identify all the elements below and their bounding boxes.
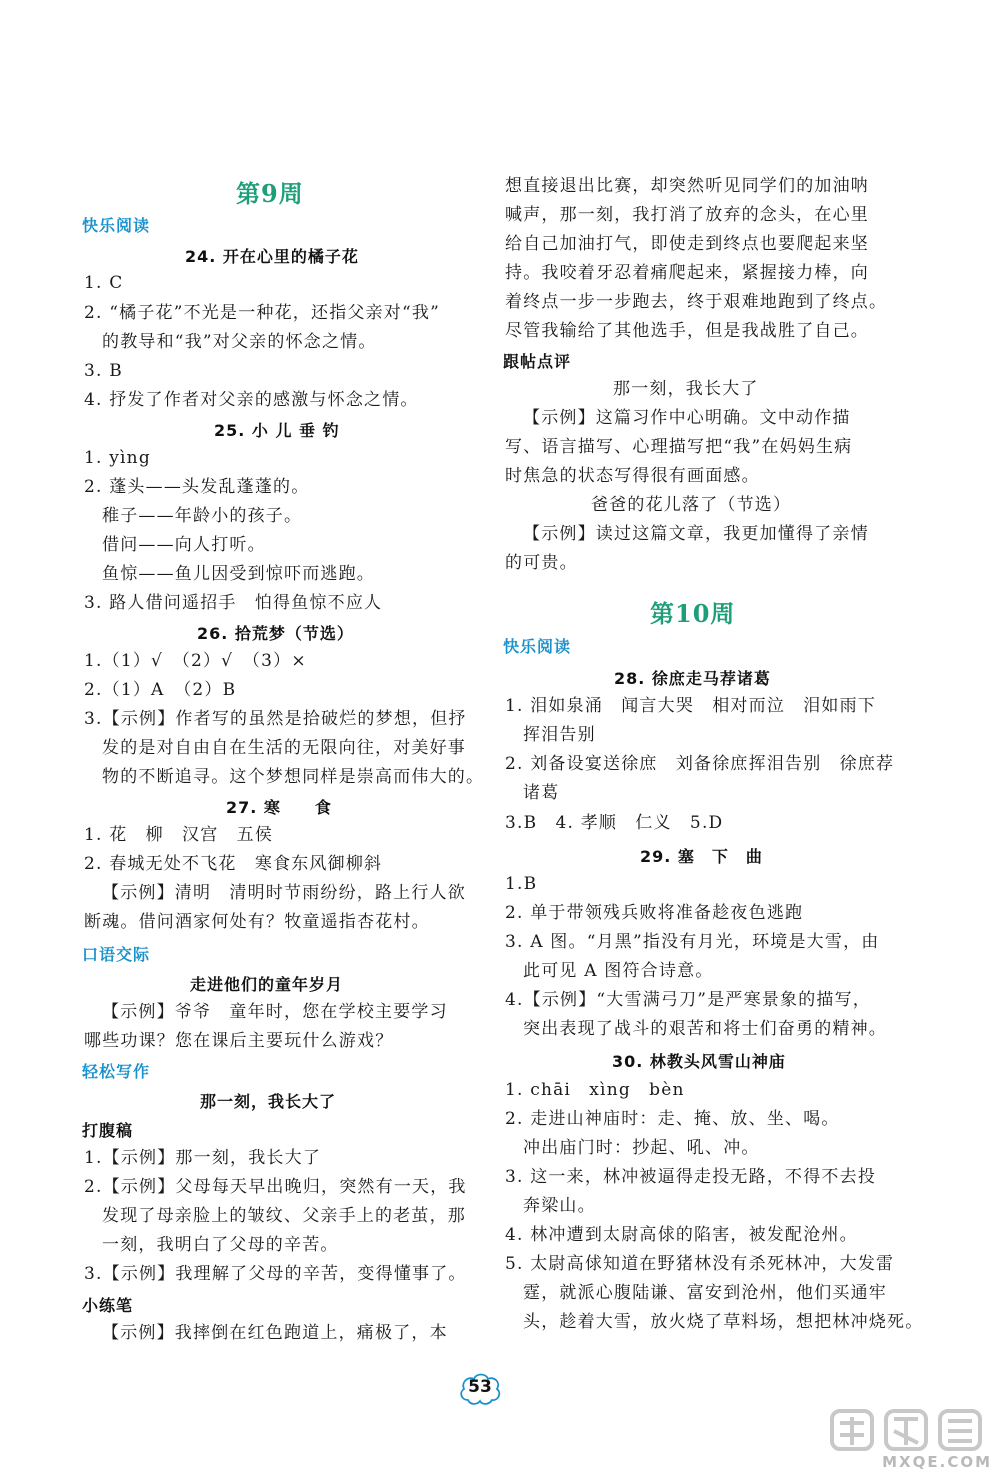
page-number-badge (458, 1370, 502, 1406)
answer-line: 3. B (84, 361, 123, 381)
answer-line: 4.【示例】“大雪满弓刀”是严寒景象的描写， (505, 990, 872, 1010)
section-oral-communication: 口语交际 (82, 945, 151, 964)
answer-line: 物的不断追寻。这个梦想同样是崇高而伟大的。 (102, 767, 485, 787)
answer-line: 【示例】读过这篇文章，我更加懂得了亲情 (523, 524, 869, 544)
answer-line: 2. 走进山神庙时：走、掩、放、坐、喝。 (505, 1109, 840, 1129)
answer-line: 挥泪告别 (523, 725, 596, 745)
answer-line: 2. 春城无处不飞花 寒食东风御柳斜 (84, 854, 383, 874)
answer-line: 借问——向人打听。 (102, 535, 266, 555)
answer-line: 2.（1）A （2）B (84, 680, 237, 700)
answer-line: 1. yìng (84, 448, 151, 468)
answer-line: 4. 林冲遭到太尉高俅的陷害，被发配沧州。 (505, 1225, 858, 1245)
answer-line: 【示例】清明 清明时节雨纷纷，路上行人欲 (102, 883, 466, 903)
answer-line: 1. C (84, 273, 124, 293)
answer-line: 5. 太尉高俅知道在野猪林没有杀死林冲，大发雷 (505, 1254, 895, 1274)
review-title: 爸爸的花儿落了（节选） (591, 495, 792, 515)
answer-line: 1.（1）√ （2）√ （3）× (84, 651, 307, 671)
section-happy-reading-2: 快乐阅读 (503, 637, 572, 656)
review-title: 那一刻，我长大了 (613, 379, 759, 399)
title-25: 25. 小 儿 垂 钓 (214, 421, 340, 440)
answer-line: 的可贵。 (505, 553, 578, 573)
subheading-review: 跟帖点评 (503, 352, 572, 371)
page-number: 53 (468, 1377, 492, 1397)
answer-line: 尽管我输给了其他选手，但是我战胜了自己。 (505, 321, 869, 341)
answer-line: 1. 泪如泉涌 闻言大哭 相对而泣 泪如雨下 (505, 696, 877, 716)
answer-line: 2. 单于带领残兵败将准备趁夜色逃跑 (505, 903, 804, 923)
answer-line: 2.【示例】父母每天早出晚归，突然有一天，我 (84, 1177, 467, 1197)
answer-line: 【示例】这篇习作中心明确。文中动作描 (523, 408, 851, 428)
answer-line: 着终点一步一步跑去，终于艰难地跑到了终点。 (505, 292, 888, 312)
answer-line: 发现了母亲脸上的皱纹、父亲手上的老茧，那 (102, 1206, 466, 1226)
answer-line: 断魂。借问酒家何处有？牧童遥指杏花村。 (84, 912, 430, 932)
answer-line: 稚子——年龄小的孩子。 (102, 506, 303, 526)
answer-line: 的教导和“我”对父亲的怀念之情。 (102, 332, 377, 352)
answer-line: 2. “橘子花”不光是一种花，还指父亲对“我” (84, 303, 440, 323)
answer-line: 2. 刘备设宴送徐庶 刘备徐庶挥泪告别 徐庶荐 (505, 754, 895, 774)
answer-line: 时焦急的状态写得很有画面感。 (505, 466, 760, 486)
answer-line: 【示例】我摔倒在红色跑道上，痛极了，本 (102, 1323, 448, 1343)
answer-line: 2. 蓬头——头发乱蓬蓬的。 (84, 477, 310, 497)
title-writing: 那一刻，我长大了 (200, 1092, 337, 1111)
section-easy-writing: 轻松写作 (82, 1062, 151, 1081)
watermark-logo-icon (824, 1405, 994, 1453)
answer-line: 持。我咬着牙忍着痛爬起来，紧握接力棒，向 (505, 263, 869, 283)
answer-line: 喊声，那一刻，我打消了放弃的念头，在心里 (505, 205, 869, 225)
answer-line: 3.B 4. 孝顺 仁义 5.D (505, 813, 724, 833)
answer-line: 鱼惊——鱼儿因受到惊吓而逃跑。 (102, 564, 375, 584)
answer-line: 3.【示例】作者写的虽然是拾破烂的梦想，但抒 (84, 709, 467, 729)
title-oral: 走进他们的童年岁月 (190, 975, 344, 994)
answer-line: 哪些功课？您在课后主要玩什么游戏？ (84, 1031, 394, 1051)
title-29: 29. 塞 下 曲 (640, 847, 763, 866)
answer-line: 3. A 图。“月黑”指没有月光，环境是大雪，由 (505, 932, 880, 952)
answer-line: 1. 花 柳 汉宫 五侯 (84, 825, 274, 845)
watermark (818, 1405, 998, 1475)
answer-line: 一刻，我明白了父母的辛苦。 (102, 1235, 339, 1255)
answer-line: 突出表现了战斗的艰苦和将士们奋勇的精神。 (523, 1019, 887, 1039)
title-26: 26. 拾荒梦（节选） (197, 624, 354, 643)
answer-line: 【示例】爷爷 童年时，您在学校主要学习 (102, 1002, 448, 1022)
subheading-practice: 小练笔 (82, 1296, 134, 1315)
week-10-heading: 第10周 (650, 599, 736, 628)
answer-line: 头，趁着大雪，放火烧了草料场，想把林冲烧死。 (523, 1312, 924, 1332)
section-happy-reading: 快乐阅读 (82, 216, 151, 235)
title-28: 28. 徐庶走马荐诸葛 (614, 669, 771, 688)
answer-line: 1. chāi xìng bèn (505, 1080, 685, 1100)
subheading-draft: 打腹稿 (82, 1121, 134, 1140)
title-30: 30. 林教头风雪山神庙 (612, 1052, 786, 1071)
answer-line: 3.【示例】我理解了父母的辛苦，变得懂事了。 (84, 1264, 467, 1284)
answer-line: 写、语言描写、心理描写把“我”在妈妈生病 (505, 437, 853, 457)
watermark-text: MXQE.COM (882, 1453, 992, 1471)
answer-line: 奔梁山。 (523, 1196, 596, 1216)
answer-line: 4. 抒发了作者对父亲的感激与怀念之情。 (84, 390, 419, 410)
answer-line: 1.B (505, 874, 538, 894)
answer-line: 此可见 A 图符合诗意。 (523, 961, 714, 981)
title-27: 27. 寒 食 (226, 798, 332, 817)
answer-line: 想直接退出比赛，却突然听见同学们的加油呐 (505, 176, 869, 196)
answer-line: 诸葛 (523, 783, 560, 803)
title-24: 24. 开在心里的橘子花 (185, 247, 359, 266)
answer-line: 发的是对自由自在生活的无限向往，对美好事 (102, 738, 466, 758)
answer-line: 1.【示例】那一刻，我长大了 (84, 1148, 322, 1168)
week-9-heading: 第9周 (236, 179, 304, 208)
answer-line: 给自己加油打气，即使走到终点也要爬起来坚 (505, 234, 869, 254)
answer-line: 冲出庙门时：抄起、吼、冲。 (523, 1138, 760, 1158)
answer-line: 3. 路人借问遥招手 怕得鱼惊不应人 (84, 593, 383, 613)
answer-line: 霆，就派心腹陆谦、富安到沧州，他们买通牢 (523, 1283, 887, 1303)
answer-line: 3. 这一来，林冲被逼得走投无路，不得不去投 (505, 1167, 877, 1187)
